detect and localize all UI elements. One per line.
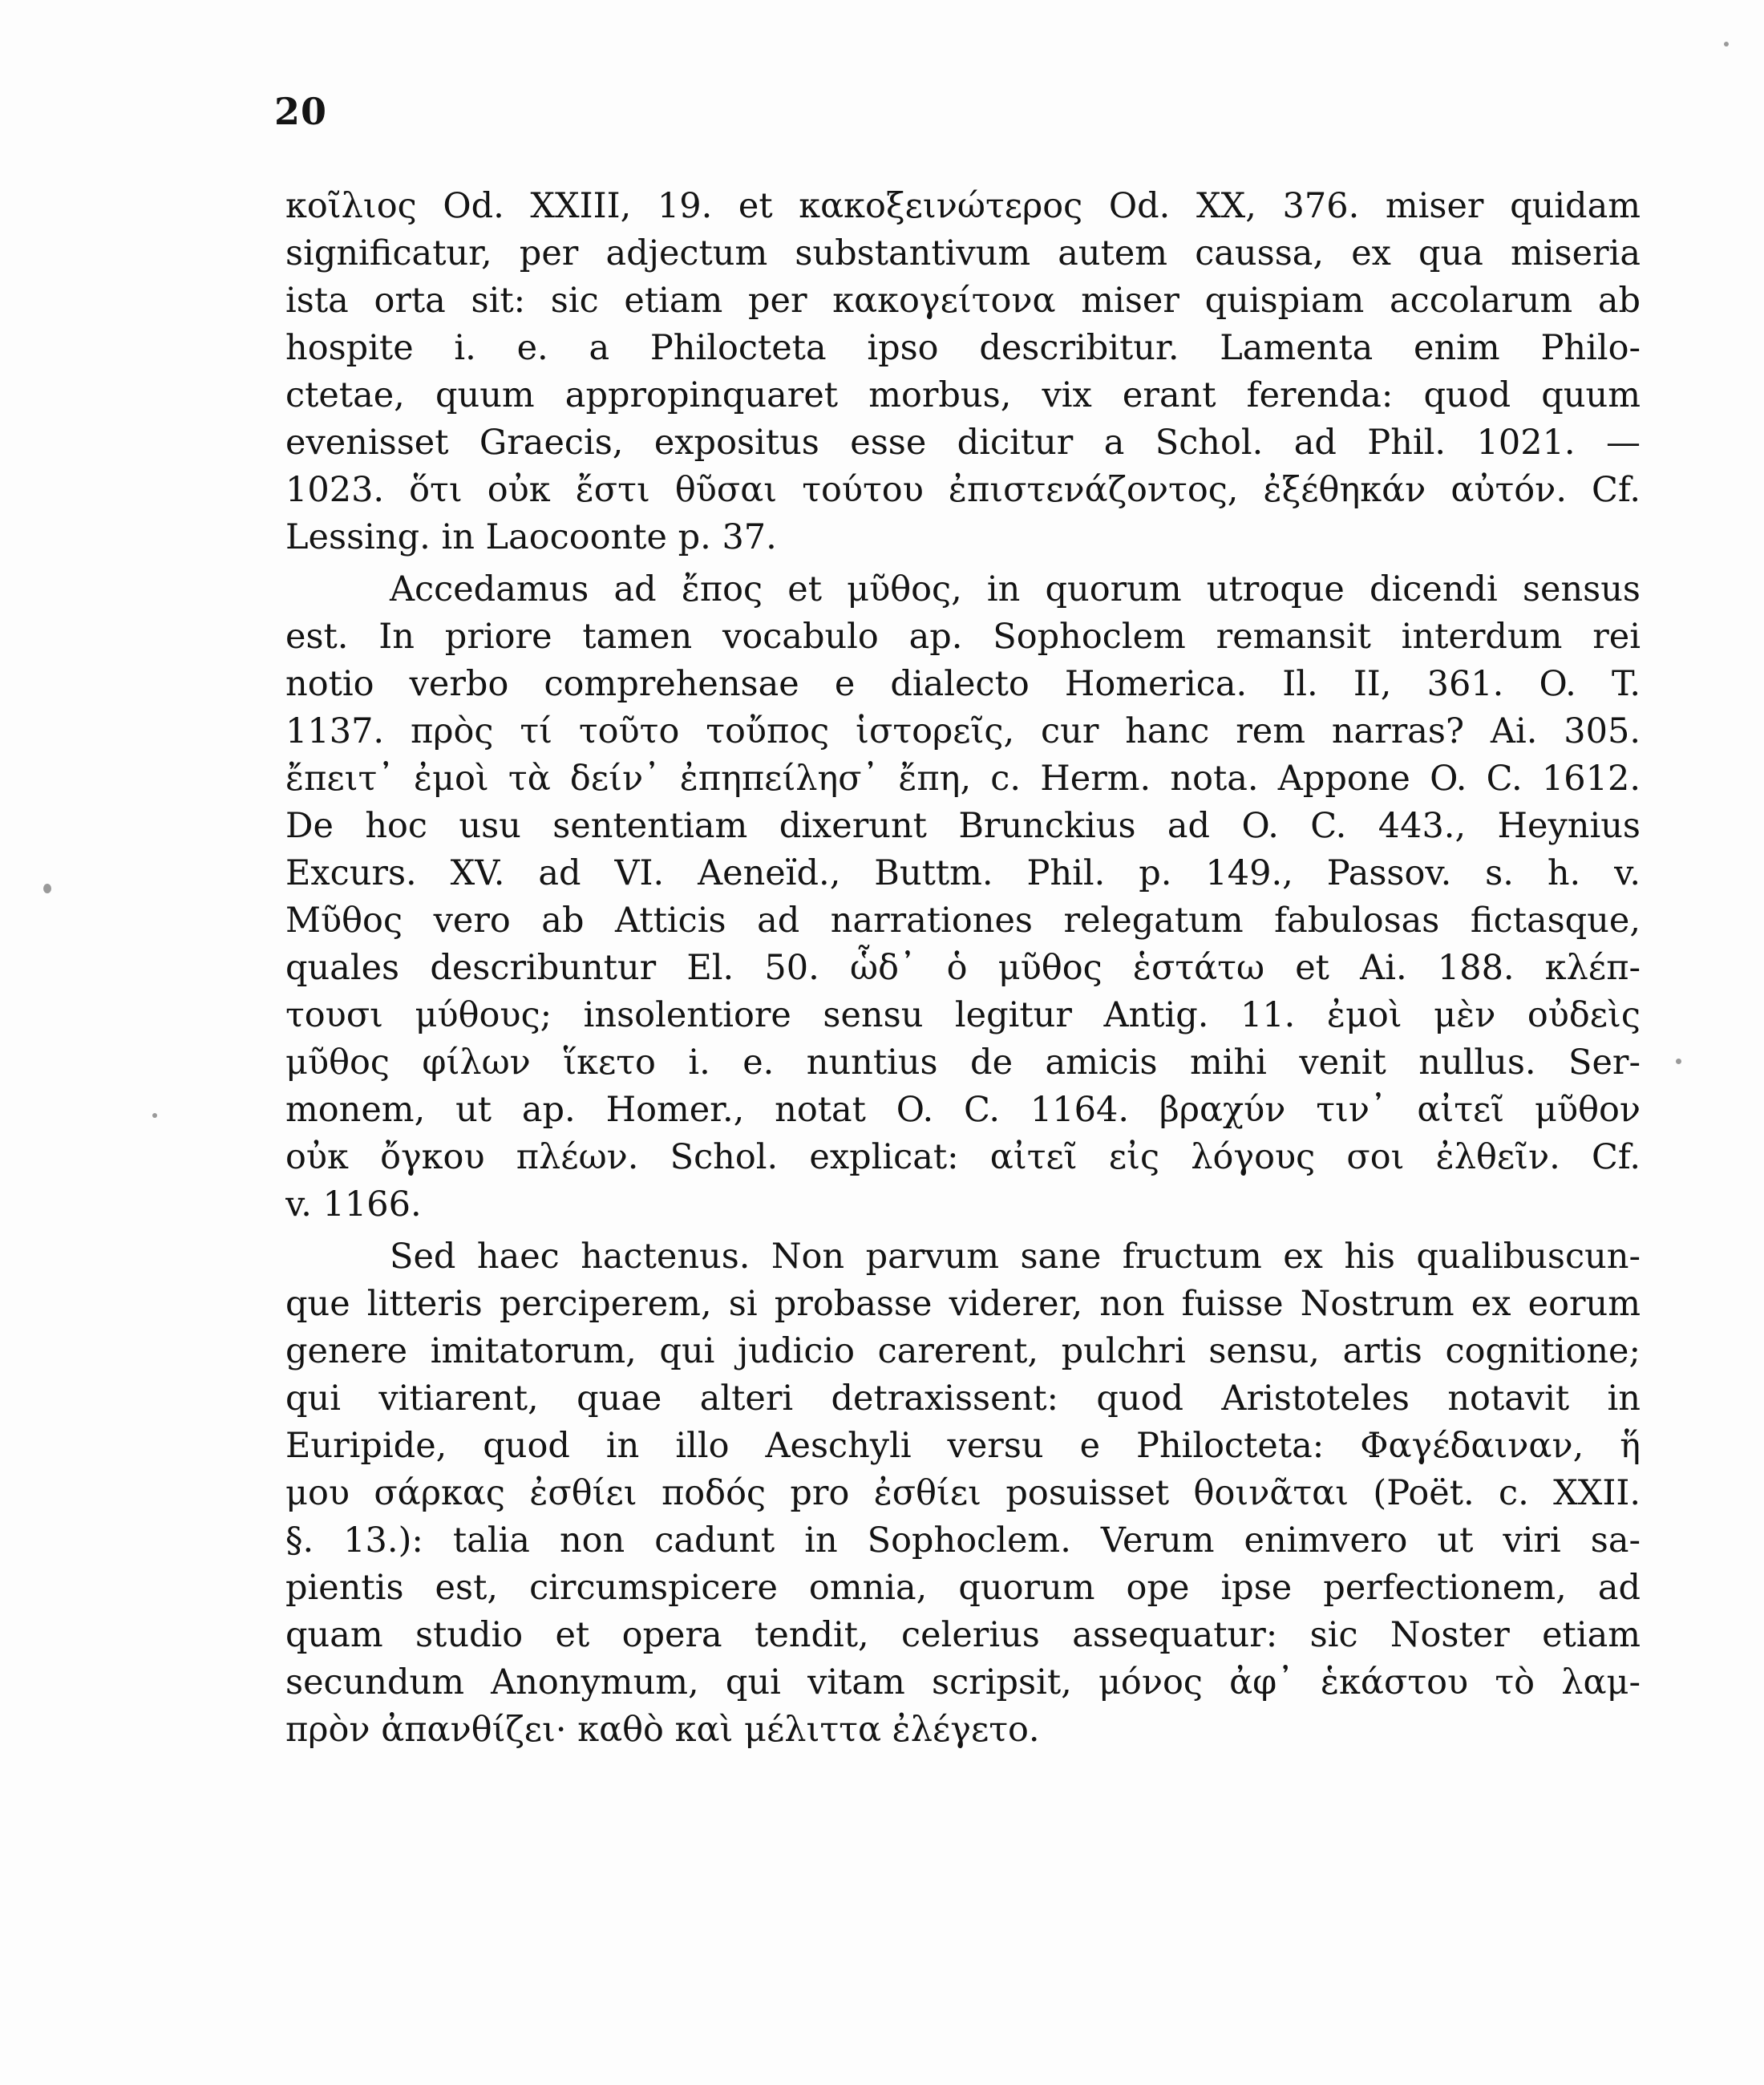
paragraph-1 [285, 183, 1641, 561]
print-speck [1676, 1059, 1681, 1064]
text-line: v. 1166. [285, 1184, 422, 1225]
text-line: significatur, per adjectum substantivum autem caussa, ex qua miseria [285, 233, 1641, 273]
text-line: Lessing. in Laocoonte p. 37. [285, 517, 777, 557]
text-line: 1137. πρὸς τί τοῦτο τοὔπος ἱστορεῖς, cur hanc rem narras? Ai. 305. [285, 711, 1641, 751]
text-line: 1023. ὅτι οὐκ ἔστι θῦσαι τούτου ἐπιστενάζοντος, ἐξέθηκάν αὐτόν. Cf. [285, 470, 1641, 510]
text-line: Μῦθος vero ab Atticis ad narrationes relegatum fabulosas fictasque, [285, 901, 1641, 941]
text-line: Sed haec hactenus. Non parvum sane fructum ex his qualibuscun- [390, 1237, 1641, 1277]
text-line: notio verbo comprehensae e dialecto Homerica. Il. II, 361. O. T. [285, 664, 1641, 704]
text-line: Euripide, quod in illo Aeschyli versu e Philocteta: Φαγέδαιναν, ἥ [285, 1426, 1641, 1466]
paragraph-2 [285, 566, 1641, 1229]
text-line: πρὸν ἀπανθίζει· καθὸ καὶ μέλιττα ἐλέγετο. [285, 1710, 1040, 1750]
text-line: hospite i. e. a Philocteta ipso describitur. Lamenta enim Philo- [285, 328, 1641, 368]
page-number: 20 [274, 90, 328, 133]
text-line: Accedamus ad ἔπος et μῦθος, in quorum utroque dicendi sensus [390, 569, 1641, 609]
text-line: evenisset Graecis, expositus esse dicitur a Schol. ad Phil. 1021. — [285, 423, 1641, 463]
text-line: est. In priore tamen vocabulo ap. Sophoclem remansit interdum rei [285, 617, 1641, 657]
text-line: κοῖλιος Od. XXIII, 19. et κακοξεινώτερος Od. XX, 376. miser quidam [285, 186, 1641, 226]
text-line: ἔπειτ᾽ ἐμοὶ τὰ δείν᾽ ἐπηπείλησ᾽ ἔπη, c. Herm. nota. Appone O. C. 1612. [285, 759, 1641, 799]
text-line: οὐκ ὄγκου πλέων. Schol. explicat: αἰτεῖ εἰς λόγους σοι ἐλθεῖν. Cf. [285, 1137, 1641, 1177]
text-line: que litteris perciperem, si probasse viderer, non fuisse Nostrum ex eorum [285, 1284, 1641, 1324]
text-line: ctetae, quum appropinquaret morbus, vix erant ferenda: quod quum [285, 375, 1641, 415]
text-line: τουσι μύθους; insolentiore sensu legitur Antig. 11. ἐμοὶ μὲν οὐδεὶς [285, 995, 1641, 1035]
body-text [285, 183, 1641, 1754]
text-line: quales describuntur El. 50. ὧδ᾽ ὁ μῦθος ἑστάτω et Ai. 188. κλέπ- [285, 948, 1641, 988]
text-line: μου σάρκας ἐσθίει ποδός pro ἐσθίει posuisset θοινᾶται (Poët. c. XXII. [285, 1473, 1641, 1513]
text-line: genere imitatorum, qui judicio carerent, pulchri sensu, artis cognitione; [285, 1331, 1641, 1371]
text-line: §. 13.): talia non cadunt in Sophoclem. Verum enimvero ut viri sa- [285, 1520, 1641, 1561]
text-line: quam studio et opera tendit, celerius assequatur: sic Noster etiam [285, 1615, 1641, 1655]
text-line: ista orta sit: sic etiam per κακογείτονα miser quispiam accolarum ab [285, 281, 1641, 321]
text-line: qui vitiarent, quae alteri detraxissent: quod Aristoteles notavit in [285, 1379, 1641, 1419]
paragraph-3 [285, 1233, 1641, 1754]
text-line: secundum Anonymum, qui vitam scripsit, μόνος ἀφ᾽ ἑκάστου τὸ λαμ- [285, 1662, 1641, 1702]
text-line: μῦθος φίλων ἵκετο i. e. nuntius de amicis mihi venit nullus. Ser- [285, 1042, 1641, 1083]
print-speck [43, 884, 51, 893]
text-line: Excurs. XV. ad VI. Aeneïd., Buttm. Phil. p. 149., Passov. s. h. v. [285, 853, 1641, 893]
text-line: De hoc usu sententiam dixerunt Brunckius ad O. C. 443., Heynius [285, 806, 1641, 846]
text-line: pientis est, circumspicere omnia, quorum ope ipse perfectionem, ad [285, 1568, 1641, 1608]
print-speck [1724, 42, 1729, 47]
text-line: monem, ut ap. Homer., notat O. C. 1164. βραχύν τιν᾽ αἰτεῖ μῦθον [285, 1090, 1641, 1130]
print-speck [152, 1113, 157, 1118]
